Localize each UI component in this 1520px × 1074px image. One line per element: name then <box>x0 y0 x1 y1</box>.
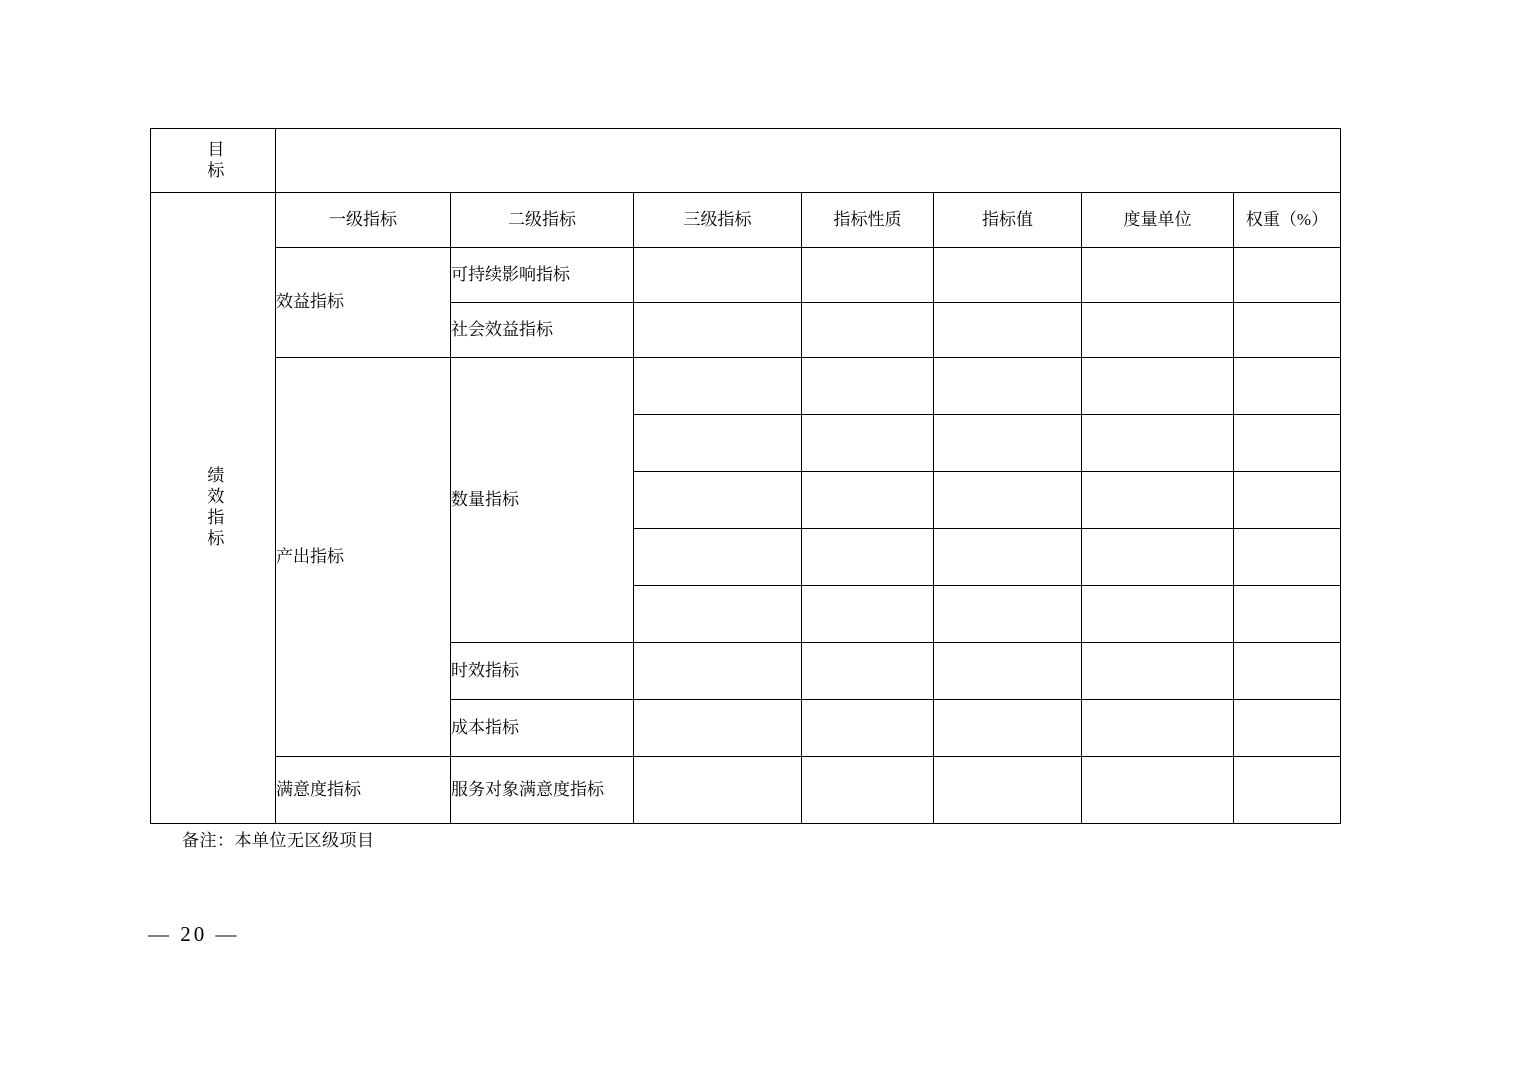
header-weight: 权重（%） <box>1234 193 1341 248</box>
value-cell[interactable] <box>934 472 1082 529</box>
header-level2: 二级指标 <box>451 193 634 248</box>
unit-cell[interactable] <box>1082 472 1234 529</box>
nature-cell[interactable] <box>802 586 934 643</box>
value-cell[interactable] <box>934 415 1082 472</box>
table-row <box>151 358 1341 415</box>
weight-cell[interactable] <box>1234 248 1341 303</box>
nature-cell[interactable] <box>802 472 934 529</box>
unit-cell[interactable] <box>1082 358 1234 415</box>
unit-cell[interactable] <box>1082 303 1234 358</box>
header-level3: 三级指标 <box>634 193 802 248</box>
weight-cell[interactable] <box>1234 757 1341 824</box>
weight-cell[interactable] <box>1234 303 1341 358</box>
level2-service-satisfaction: 服务对象满意度指标 <box>451 757 634 824</box>
value-cell[interactable] <box>934 303 1082 358</box>
level2-cost: 成本指标 <box>451 700 634 757</box>
level3-cell[interactable] <box>634 303 802 358</box>
nature-cell[interactable] <box>802 248 934 303</box>
performance-indicator-table <box>150 128 1341 824</box>
weight-cell[interactable] <box>1234 415 1341 472</box>
unit-cell[interactable] <box>1082 586 1234 643</box>
nature-cell[interactable] <box>802 358 934 415</box>
unit-cell[interactable] <box>1082 700 1234 757</box>
unit-cell[interactable] <box>1082 248 1234 303</box>
level1-satisfaction: 满意度指标 <box>276 757 451 824</box>
nature-cell[interactable] <box>802 303 934 358</box>
value-cell[interactable] <box>934 643 1082 700</box>
header-unit: 度量单位 <box>1082 193 1234 248</box>
target-content-cell[interactable] <box>276 129 1341 193</box>
weight-cell[interactable] <box>1234 700 1341 757</box>
unit-cell[interactable] <box>1082 643 1234 700</box>
nature-cell[interactable] <box>802 757 934 824</box>
level3-cell[interactable] <box>634 643 802 700</box>
unit-cell[interactable] <box>1082 415 1234 472</box>
table-note: 备注：本单位无区级项目 <box>182 831 375 850</box>
table-header-row <box>151 193 1341 248</box>
level3-cell[interactable] <box>634 472 802 529</box>
nature-cell[interactable] <box>802 643 934 700</box>
level2-sustainable-impact: 可持续影响指标 <box>451 248 634 303</box>
value-cell[interactable] <box>934 700 1082 757</box>
table-row-target <box>151 129 1341 193</box>
value-cell[interactable] <box>934 586 1082 643</box>
level2-social-benefit: 社会效益指标 <box>451 303 634 358</box>
header-nature: 指标性质 <box>802 193 934 248</box>
level1-benefit: 效益指标 <box>276 248 451 358</box>
value-cell[interactable] <box>934 529 1082 586</box>
weight-cell[interactable] <box>1234 643 1341 700</box>
value-cell[interactable] <box>934 757 1082 824</box>
perf-group-label: 绩效指标 <box>204 466 224 550</box>
level3-cell[interactable] <box>634 586 802 643</box>
perf-group-label-cell <box>151 193 276 824</box>
header-value: 指标值 <box>934 193 1082 248</box>
level3-cell[interactable] <box>634 415 802 472</box>
level1-output: 产出指标 <box>276 358 451 757</box>
unit-cell[interactable] <box>1082 529 1234 586</box>
unit-cell[interactable] <box>1082 757 1234 824</box>
level2-quantity: 数量指标 <box>451 358 634 643</box>
target-label-cell <box>151 129 276 193</box>
level3-cell[interactable] <box>634 700 802 757</box>
target-label: 目标 <box>204 139 224 182</box>
weight-cell[interactable] <box>1234 472 1341 529</box>
page-number: — 20 — <box>148 922 240 946</box>
weight-cell[interactable] <box>1234 529 1341 586</box>
level3-cell[interactable] <box>634 248 802 303</box>
table-row <box>151 757 1341 824</box>
level3-cell[interactable] <box>634 757 802 824</box>
value-cell[interactable] <box>934 358 1082 415</box>
header-level1: 一级指标 <box>276 193 451 248</box>
nature-cell[interactable] <box>802 700 934 757</box>
weight-cell[interactable] <box>1234 358 1341 415</box>
level3-cell[interactable] <box>634 529 802 586</box>
level2-timeliness: 时效指标 <box>451 643 634 700</box>
weight-cell[interactable] <box>1234 586 1341 643</box>
value-cell[interactable] <box>934 248 1082 303</box>
table-row <box>151 248 1341 303</box>
nature-cell[interactable] <box>802 529 934 586</box>
level3-cell[interactable] <box>634 358 802 415</box>
nature-cell[interactable] <box>802 415 934 472</box>
